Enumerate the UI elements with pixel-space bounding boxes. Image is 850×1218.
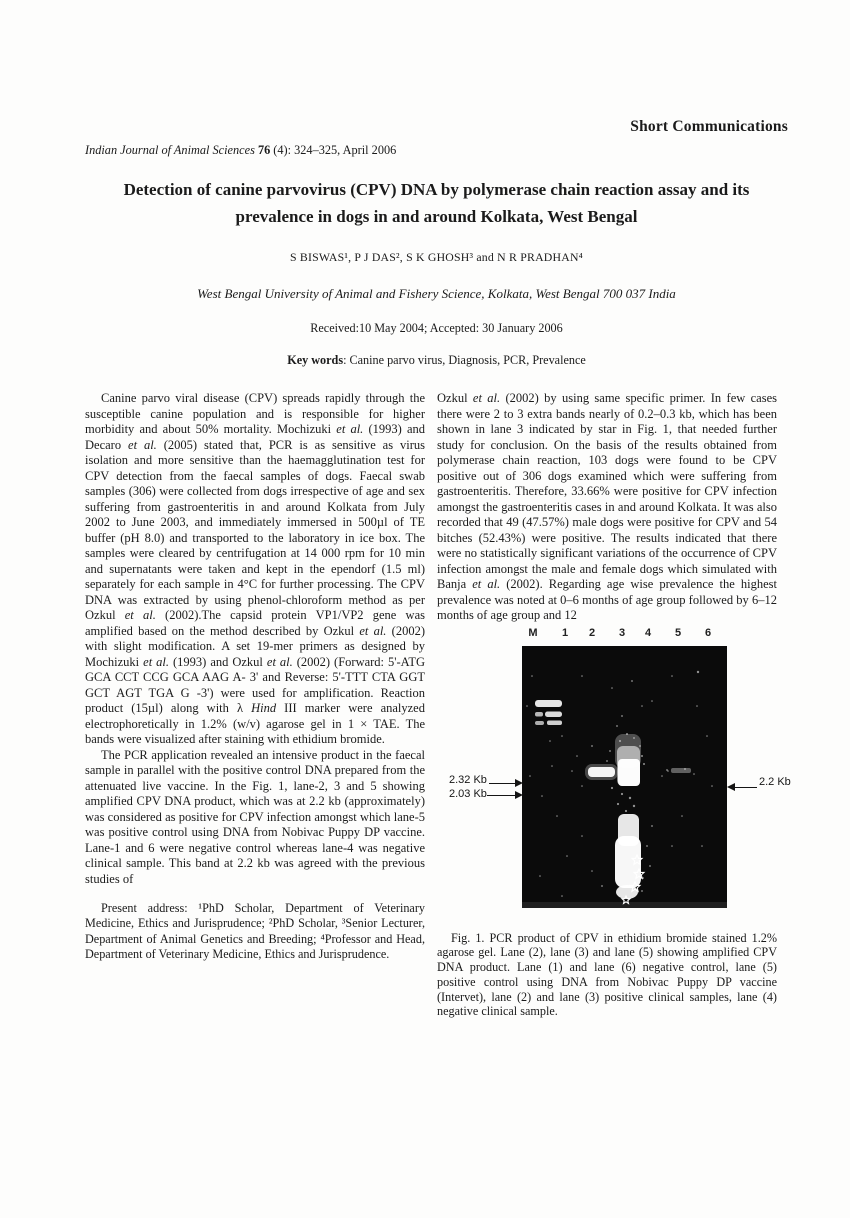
article-title: Detection of canine parvovirus (CPV) DNA by polymerase chain reaction assay and its prevalence in dogs in and around Kolkata, West Bengal [123, 180, 750, 226]
gel-lane-label-1: 1 [561, 626, 569, 639]
figure-1-gel [437, 624, 791, 931]
right-column [437, 391, 791, 1019]
journal-citation: Indian Journal of Animal Sciences 76 (4): 324–325, April 2006 [85, 143, 397, 157]
marker-lane-bands [535, 700, 562, 725]
lane5-faint-band [671, 768, 691, 773]
paragraph-results-right: Ozkul et al. (2002) by using same specific primer. In few cases there were 2 to 3 extra bands nearly of 0.2–0.3 kb, which has been shown in lane 3 indicated by star in Fig. 1, that needed further study for conclusion. On the basis of the results obtained from polymerase chain reaction, 103 dogs were found to be CPV positive out of 306 dogs examined which were suffering from gastroenteritis. Therefore, 33.66% were positive for CPV infection amongst the gastroenteritis cases in and around Kolkata. It was also recorded that 49 (47.57%) male dogs were positive for CPV and 54 bitches (52.43%) were positive. The results indicated that there were no statistically significant variations of the occurrence of CPV infection amongst the male and female dogs which simulated with Banja et al. (2002). Regarding age wise prevalence the highest prevalence was noted at 0–6 months of age group followed by 6–12 months of age group and 12 [437, 391, 777, 622]
figure-1-caption: Fig. 1. PCR product of CPV in ethidium bromide stained 1.2% agarose gel. Lane (2), lane (3) and lane (5) showing amplified CPV DNA product. Lane (1) and lane (6) negative control, lane (5) positive control using DNA from Nobivac Puppy DP vaccine (Intervet), lane (2) and lane (3) positive clinical samples, lane (4) negative clinical sample. [437, 930, 777, 1019]
paragraph-methods: Canine parvo viral disease (CPV) spreads rapidly through the susceptible canine population and is responsible for higher morbidity and about 50% mortality. Mochizuki et al. (1993) and Decaro et al. (2005) stated that, PCR is as sensitive as virus isolation and more sensitive than the haemagglutination test for CPV detection from the faecal samples of dogs. Faecal swab samples (306) were collected from dogs irrespective of age and sex suffering from gastroenteritis in and around Kolkata from July 2002 to June 2003, and immediately immersed in 500µl of TE buffer (pH 8.0) and transported to the laboratory in ice box. The samples were cleared by centrifugation at 14 000 rpm for 10 min and supernatants were taken and kept in the ependorf (1.5 ml) separately for each sample in 4°C for further processing. The CPV DNA was extracted by using phenol-chloroform method as per Ozkul et al. (2002).The capsid protein VP1/VP2 gene was amplified based on the method described by Ozkul et al. (2002) with slight modification. A set 19-mer primers as designed by Mochizuki et al. (1993) and Ozkul et al. (2002) (Forward: 5'-ATG GCA CCT CCG GCA AAG A- 3' and Reverse: 5'-TTT CTA GGT GCT AGT TGA G -3') were used for amplification. Reaction product (15µl) along with λ Hind III marker were analyzed electrophoretically in 1.2% (w/v) agarose gel in 1 × TAE. The bands were visualized after staining with ethidium bromide. [85, 391, 425, 746]
keywords-line: Key words: Canine parvo virus, Diagnosis, PCR, Prevalence [287, 353, 586, 367]
lane2-band [585, 764, 618, 780]
size-marker-2-03kb-label: 2.03 Kb [449, 787, 487, 800]
arrow-2-2kb [735, 787, 757, 788]
left-column [85, 391, 425, 1019]
gel-lane-label-6: 6 [704, 626, 712, 639]
received-accepted-dates: Received:10 May 2004; Accepted: 30 January 2006 [310, 321, 563, 335]
author-list: S BISWAS¹, P J DAS², S K GHOSH³ and N R PRADHAN⁴ [290, 250, 583, 264]
gel-lane-label-5: 5 [674, 626, 682, 639]
arrow-2-03kb [487, 795, 515, 796]
gel-electrophoresis-image [522, 646, 727, 908]
arrow-2-32kb [489, 783, 515, 784]
paragraph-results-left: The PCR application revealed an intensive product in the faecal sample in parallel with the positive control DNA prepared from the attenuated live vaccine. In the Fig. 1, lane-2, 3 and 5 showing amplified CPV DNA product, which was at 2.2 kb (approximately) was considered as positive for CPV infection amongst which lane-5 was positive control using DNA from Nobivac Puppy DP vaccine. Lane-1 and 6 were negative control whereas lane-4 was negative clinical sample. This band at 2.2 kb was agreed with the previous studies of [85, 747, 425, 886]
gel-lane-label-4: 4 [644, 626, 652, 639]
gel-lane-label-m: M [528, 626, 538, 639]
size-marker-2-2kb-label: 2.2 Kb [759, 775, 791, 788]
gel-lane-label-2: 2 [588, 626, 596, 639]
affiliation: West Bengal University of Animal and Fishery Science, Kolkata, West Bengal 700 037 India [197, 286, 676, 301]
size-marker-2-32kb-label: 2.32 Kb [449, 773, 487, 786]
present-address-footnote: Present address: ¹PhD Scholar, Department of Veterinary Medicine, Ethics and Jurisprudence; ²PhD Scholar, ³Senior Lecturer, Department of Animal Genetics and Breeding; ⁴Professor and Head, Department of Veterinary Medicine, Ethics and Jurisprudence. [85, 901, 425, 962]
two-column-body [85, 391, 791, 1019]
section-heading: Short Communications [630, 118, 788, 135]
gel-lane-label-3: 3 [618, 626, 626, 639]
